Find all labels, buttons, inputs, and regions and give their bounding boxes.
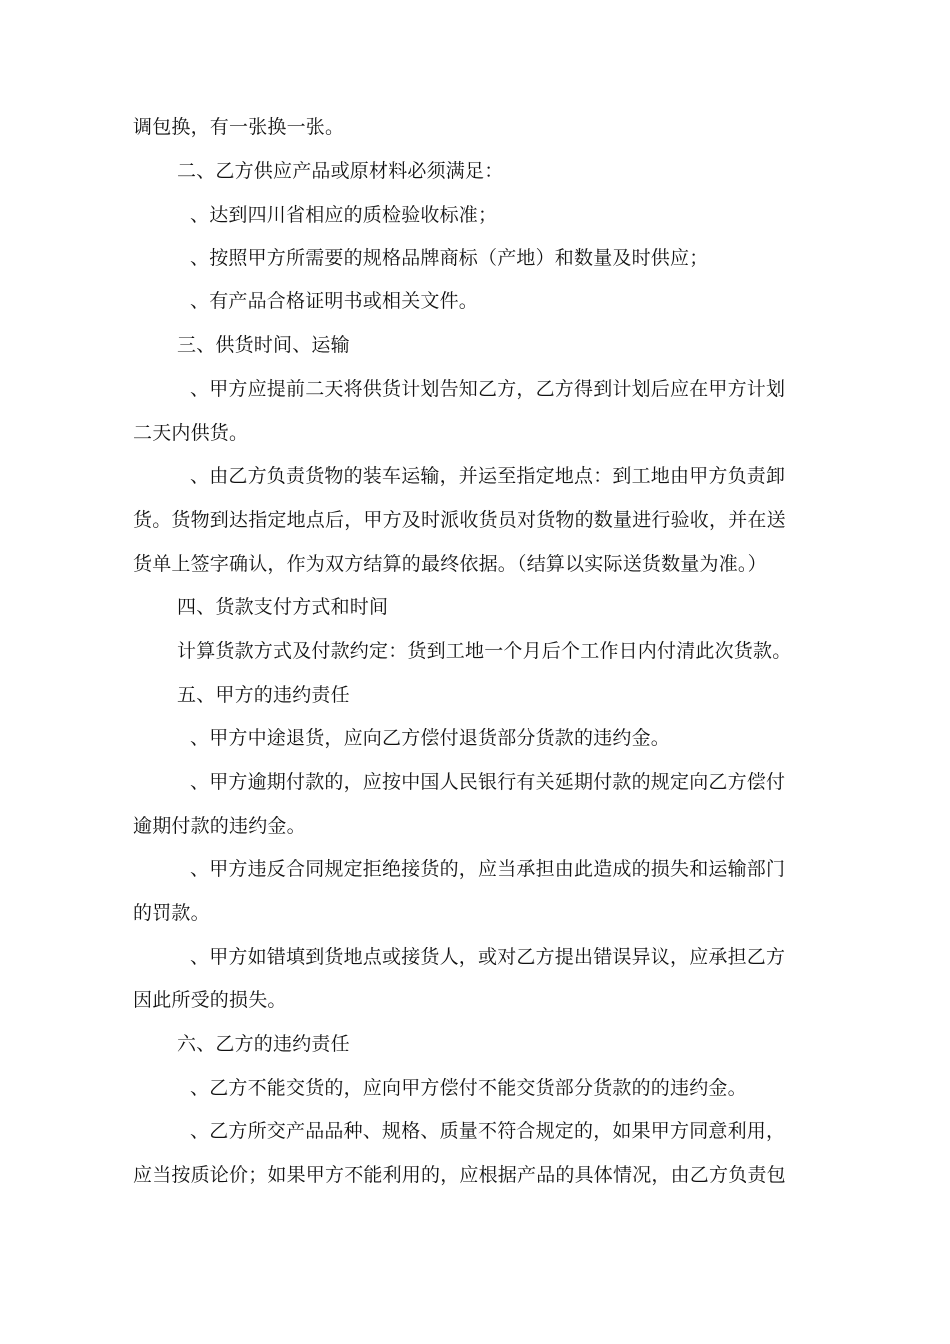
text-line: 货单上签字确认，作为双方结算的最终依据。（结算以实际送货数量为准。） (133, 553, 767, 575)
section-heading: 六、乙方的违约责任 (177, 1033, 350, 1055)
text-line: 、由乙方负责货物的装车运输，并运至指定地点：到工地由甲方负责卸 (190, 465, 786, 487)
text-line: 二天内供货。 (133, 422, 249, 444)
text-line: 、甲方中途退货，应向乙方偿付退货部分货款的违约金。 (190, 727, 671, 749)
text-line: 逾期付款的违约金。 (133, 815, 306, 837)
text-line: 、甲方如错填到货地点或接货人，或对乙方提出错误异议，应承担乙方 (190, 946, 786, 968)
section-heading: 二、乙方供应产品或原材料必须满足： (177, 160, 504, 182)
text-line: 计算货款方式及付款约定：货到工地一个月后个工作日内付清此次货款。 (177, 640, 792, 662)
text-line: 的罚款。 (133, 902, 210, 924)
section-heading: 四、货款支付方式和时间 (177, 596, 389, 618)
text-line: 调包换，有一张换一张。 (133, 116, 345, 138)
text-line: 、达到四川省相应的质检验收标准； (190, 204, 498, 226)
section-heading: 五、甲方的违约责任 (177, 684, 350, 706)
text-line: 、乙方不能交货的，应向甲方偿付不能交货部分货款的的违约金。 (190, 1077, 747, 1099)
text-line: 、甲方应提前二天将供货计划告知乙方，乙方得到计划后应在甲方计划 (190, 378, 786, 400)
text-line: 因此所受的损失。 (133, 989, 287, 1011)
text-line: 、甲方逾期付款的，应按中国人民银行有关延期付款的规定向乙方偿付 (190, 771, 786, 793)
text-line: 、按照甲方所需要的规格品牌商标（产地）和数量及时供应； (190, 247, 709, 269)
text-line: 货。货物到达指定地点后，甲方及时派收货员对货物的数量进行验收，并在送 (133, 509, 786, 531)
section-heading: 三、供货时间、运输 (177, 334, 350, 356)
text-line: 、甲方违反合同规定拒绝接货的，应当承担由此造成的损失和运输部门 (190, 858, 786, 880)
text-line: 应当按质论价；如果甲方不能利用的，应根据产品的具体情况，由乙方负责包 (133, 1164, 786, 1186)
text-line: 、乙方所交产品品种、规格、质量不符合规定的，如果甲方同意利用， (190, 1120, 786, 1142)
text-line: 、有产品合格证明书或相关文件。 (190, 290, 479, 312)
